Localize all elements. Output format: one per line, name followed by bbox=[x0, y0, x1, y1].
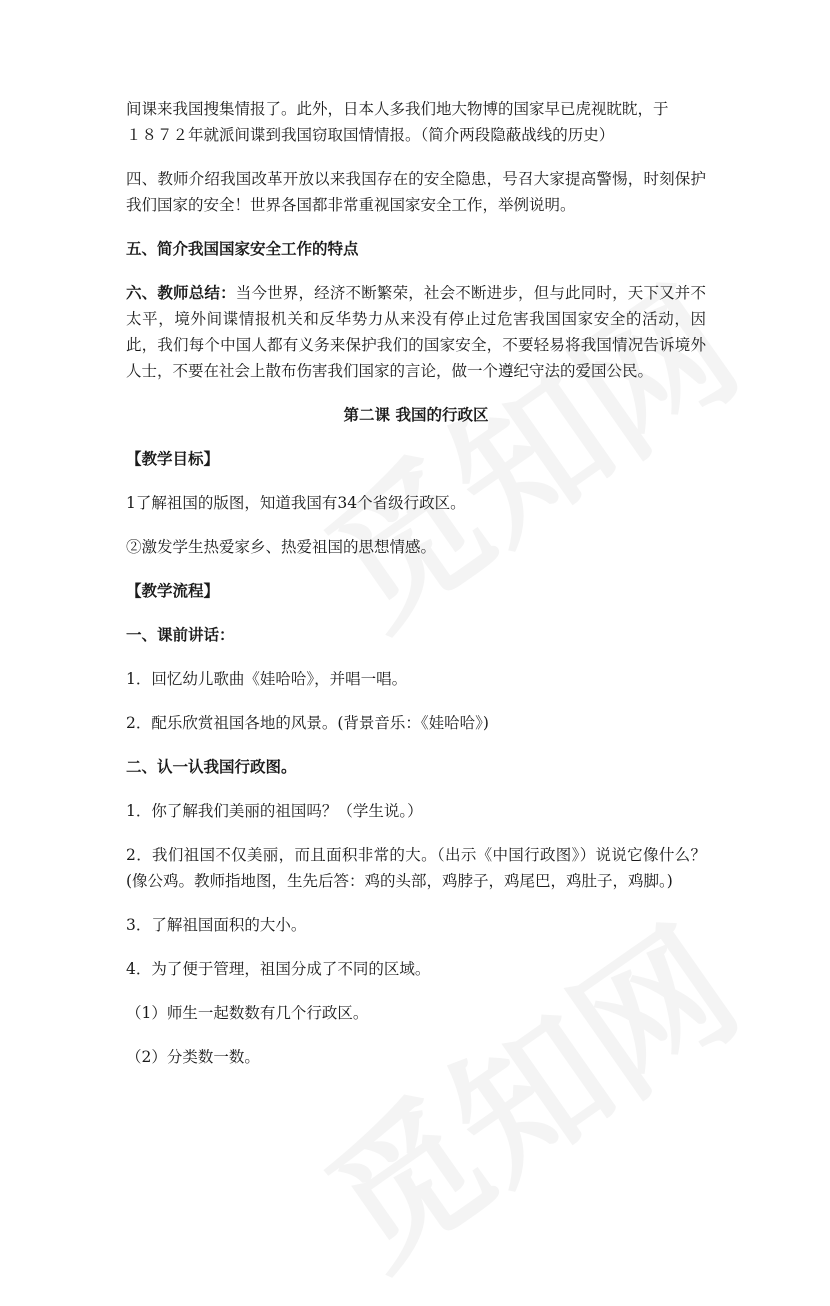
paragraph-section-4: 四、教师介绍我国改革开放以来我国存在的安全隐患，号召大家提高警惕，时刻保护我们国家的安全！世界各国都非常重视国家安全工作，举例说明。 bbox=[126, 170, 706, 214]
heading-section-5: 五、简介我国国家安全工作的特点 bbox=[126, 239, 359, 258]
goal-item-2: ②激发学生热爱家乡、热爱祖国的思想情感。 bbox=[126, 538, 437, 556]
list-item: 2．我们祖国不仅美丽，而且面积非常的大。（出示《中国行政图》）说说它像什么？(像公鸡。教师指地图，生先后答：鸡的头部，鸡脖子，鸡尾巴，鸡肚子，鸡脚。) bbox=[126, 846, 706, 890]
document-body bbox=[126, 96, 706, 1088]
paragraph-line: １８７２年就派间谍到我国窃取国情情报。（简介两段隐蔽战线的历史） bbox=[126, 126, 615, 144]
sub-list-item: （2）分类数一数。 bbox=[126, 1048, 260, 1066]
paragraph-section-6 bbox=[126, 280, 706, 384]
list-item: 4．为了便于管理，祖国分成了不同的区域。 bbox=[126, 960, 431, 978]
heading-pre-class-talk: 一、课前讲话： bbox=[126, 625, 235, 644]
list-item: 1．回忆幼儿歌曲《娃哈哈》，并唱一唱。 bbox=[126, 670, 408, 688]
section-6-label: 六、教师总结： bbox=[126, 283, 236, 302]
goal-item-1: 1了解祖国的版图，知道我国有34个省级行政区。 bbox=[126, 494, 466, 512]
paragraph-line: 间课来我国搜集情报了。此外，日本人多我们地大物博的国家早已虎视眈眈，于 bbox=[126, 100, 669, 118]
sub-list-item: （1）师生一起数数有几个行政区。 bbox=[126, 1004, 369, 1022]
list-item: 1．你了解我们美丽的祖国吗？（学生说。） bbox=[126, 802, 423, 820]
section-6-text: 当今世界，经济不断繁荣，社会不断进步，但与此同时，天下又并不太平，境外间谍情报机关和反华势力从来没有停止过危害我国国家安全的活动，因此，我们每个中国人都有义务来保护我们的国家安全，不要轻易将我国情况告诉境外人士，不要在社会上散布伤害我们国家的言论，做一个遵纪守法的爱国公民。 bbox=[126, 284, 706, 380]
heading-teaching-flow: 【教学流程】 bbox=[126, 581, 220, 600]
heading-teaching-goals: 【教学目标】 bbox=[126, 449, 220, 468]
heading-admin-map: 二、认一认我国行政图。 bbox=[126, 757, 297, 776]
list-item: 3．了解祖国面积的大小。 bbox=[126, 916, 307, 934]
paragraph-espionage-history bbox=[126, 96, 706, 148]
list-item: 2．配乐欣赏祖国各地的风景。(背景音乐：《娃哈哈》) bbox=[126, 714, 489, 732]
lesson-title: 第二课 我国的行政区 bbox=[343, 405, 489, 424]
